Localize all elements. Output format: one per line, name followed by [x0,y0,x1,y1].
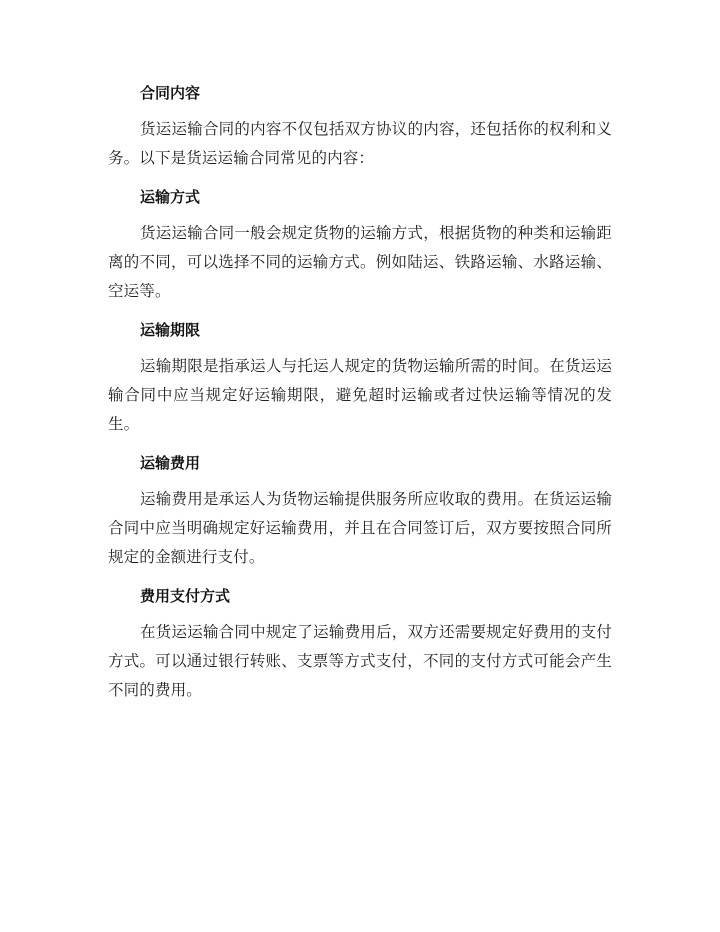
section-heading: 运输费用 [140,454,201,472]
section-paragraph: 在货运运输合同中规定了运输费用后，双方还需要规定好费用的支付方式。可以通过银行转账、支票等方式支付，不同的支付方式可能会产生不同的费用。 [108,623,612,699]
section-paragraph: 运输费用是承运人为货物运输提供服务所应收取的费用。在货运运输合同中应当明确规定好运输费用，并且在合同签订后，双方要按照合同所规定的金额进行支付。 [108,490,612,566]
section-contract-content [108,82,612,173]
section-transport-mode [108,186,612,306]
section-paragraph: 运输期限是指承运人与托运人规定的货物运输所需的时间。在货运运输合同中应当规定好运输期限，避免超时运输或者过快运输等情况的发生。 [108,357,612,433]
section-transport-fee [108,452,612,572]
section-heading: 费用支付方式 [140,587,231,605]
section-heading: 运输方式 [140,188,201,206]
document-page [108,82,612,718]
section-transport-period [108,319,612,439]
section-paragraph: 货运运输合同的内容不仅包括双方协议的内容，还包括你的权利和义务。以下是货运运输合同常见的内容： [108,120,612,167]
section-heading: 合同内容 [140,84,201,102]
section-heading: 运输期限 [140,321,201,339]
section-payment-method [108,585,612,705]
section-paragraph: 货运运输合同一般会规定货物的运输方式，根据货物的种类和运输距离的不同，可以选择不同的运输方式。例如陆运、铁路运输、水路运输、空运等。 [108,224,612,300]
